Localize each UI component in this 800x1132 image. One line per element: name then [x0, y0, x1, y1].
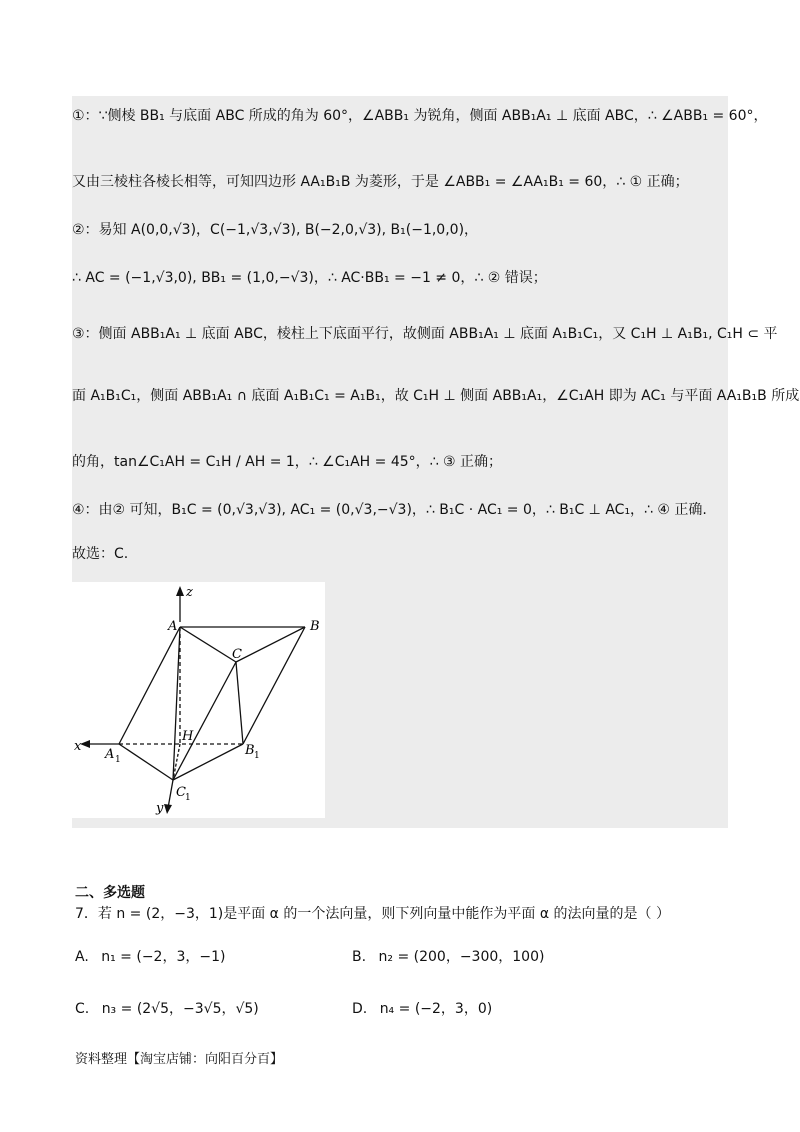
label-y: y	[156, 801, 164, 816]
label-H: H	[182, 729, 194, 744]
solution-line-2: 又由三棱柱各棱长相等，可知四边形 AA₁B₁B 为菱形，于是 ∠ABB₁ = ∠AA₁B₁ = 60，∴ ① 正确；	[72, 174, 689, 190]
segment-AC1	[173, 627, 180, 780]
option-c-letter: C.	[75, 1001, 90, 1017]
prism-figure	[72, 582, 325, 818]
y-axis	[168, 780, 173, 808]
solution-line-7: 的角，tan∠C₁AH = C₁H / AH = 1，∴ ∠C₁AH = 45°，∴ ③ 正确；	[72, 454, 502, 470]
option-a-letter: A.	[75, 949, 89, 965]
edge-BB1	[243, 627, 305, 744]
edge-C1B1	[173, 744, 243, 780]
option-a	[75, 946, 225, 966]
option-b	[352, 946, 544, 966]
edge-AC	[180, 627, 236, 662]
edge-CB	[236, 627, 305, 662]
edge-CC1	[173, 662, 236, 780]
label-B1-sub: 1	[254, 751, 260, 761]
footer-note: 资料整理【淘宝店铺：向阳百分百】	[75, 1052, 284, 1067]
label-A1: A	[105, 747, 115, 762]
option-b-vector: n₂ =	[378, 949, 410, 965]
label-C1-sub: 1	[185, 793, 191, 803]
prism-diagram	[72, 582, 325, 818]
option-a-vector: n₁ =	[101, 949, 132, 965]
option-d-value: (−2，3，0)	[414, 1001, 493, 1017]
option-b-value: (200，−300，100)	[413, 949, 545, 965]
option-c-value: (2√5，−3√5，√5)	[136, 1001, 259, 1017]
y-arrow-icon	[164, 804, 172, 814]
label-A: A	[168, 619, 178, 634]
solution-line-8: ④：由② 可知，B₁C = (0,√3,√3), AC₁ = (0,√3,−√3)，∴ B₁C · AC₁ = 0，∴ B₁C ⊥ AC₁，∴ ④ 正确.	[72, 502, 707, 518]
x-arrow-icon	[80, 740, 90, 748]
label-B1: B	[245, 743, 255, 758]
solution-line-9: 故选：C.	[72, 546, 129, 562]
option-c	[75, 998, 259, 1018]
option-c-vector: n₃ =	[101, 1001, 133, 1017]
option-d-letter: D.	[352, 1001, 368, 1017]
option-a-value: (−2，3，−1)	[136, 949, 226, 965]
label-x: x	[74, 739, 82, 754]
option-d-vector: n₄ =	[379, 1001, 411, 1017]
option-d	[352, 998, 492, 1018]
edge-AA1	[119, 627, 180, 744]
section-title: 二、多选题	[75, 885, 145, 901]
label-A1-sub: 1	[115, 755, 121, 765]
solution-line-6: 面 A₁B₁C₁，侧面 ABB₁A₁ ∩ 底面 A₁B₁C₁ = A₁B₁，故 C₁H ⊥ 侧面 ABB₁A₁，∠C₁AH 即为 AC₁ 与平面 AA₁B₁B 所成	[72, 388, 800, 404]
label-B: B	[310, 619, 320, 634]
label-z: z	[186, 585, 193, 600]
label-C: C	[232, 647, 242, 662]
solution-line-1: ①：∵侧棱 BB₁ 与底面 ABC 所成的角为 60°，∠ABB₁ 为锐角，侧面 ABB₁A₁ ⊥ 底面 ABC，∴ ∠ABB₁ = 60°，	[72, 108, 768, 124]
solution-line-3: ②：易知 A(0,0,√3)，C(−1,√3,√3), B(−2,0,√3), B₁(−1,0,0)，	[72, 222, 479, 238]
label-C1: C	[176, 785, 186, 800]
solution-line-5: ③：侧面 ABB₁A₁ ⊥ 底面 ABC，棱柱上下底面平行，故侧面 ABB₁A₁ ⊥ 底面 A₁B₁C₁，又 C₁H ⊥ A₁B₁, C₁H ⊂ 平	[72, 326, 778, 342]
segment-CB1	[236, 662, 243, 744]
edge-A1C1	[119, 744, 173, 780]
solution-line-4: ∴ AC = (−1,√3,0), BB₁ = (1,0,−√3)，∴ AC·BB₁ = −1 ≠ 0，∴ ② 错误；	[72, 270, 547, 286]
question-7: 7．若 n = (2，−3，1)是平面 α 的一个法向量，则下列向量中能作为平面 α 的法向量的是（ ）	[75, 906, 670, 922]
option-b-letter: B.	[352, 949, 367, 965]
solution-block	[72, 96, 800, 828]
z-arrow-icon	[176, 586, 184, 596]
